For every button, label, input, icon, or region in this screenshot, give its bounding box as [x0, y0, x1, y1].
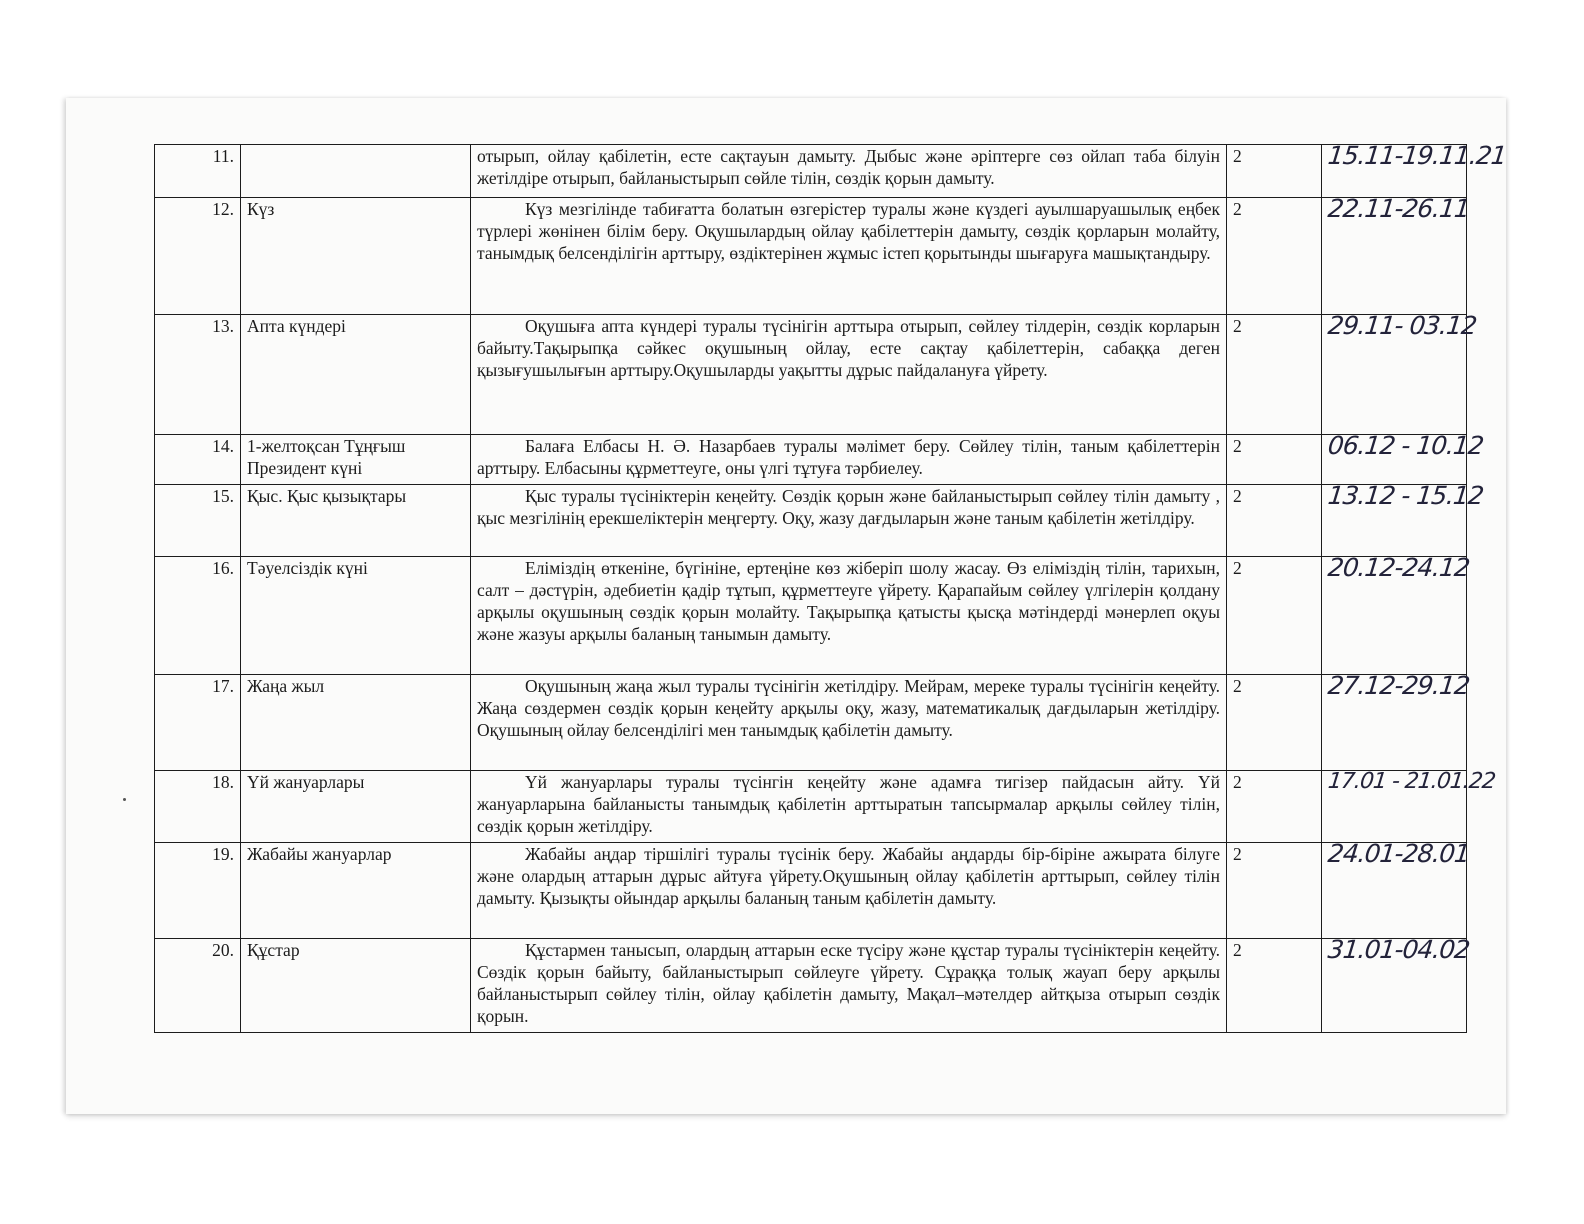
row-date: [1322, 553, 1471, 675]
row-topic: Жаңа жыл: [241, 675, 471, 771]
row-description: [471, 485, 1227, 557]
row-description: [471, 557, 1227, 675]
row-description-text: Жабайы аңдар тіршілігі туралы түсінік беру. Жабайы аңдарды бір-біріне ажырата білуге және олардың аттарын дұрыс айтуға үйрету.Оқушының ойлау қабілетін арттырып, сөйлеу тілін дамыту. Қызықты ойындар арқылы баланың таным қабілетін дамыту.: [477, 844, 1220, 908]
row-topic: Құстар: [241, 939, 471, 1033]
row-description-text: Еліміздің өткеніне, бүгініне, ертеңіне көз жіберіп шолу жасау. Өз еліміздің тілін, тарихын, салт – дәстүрін, әдебиетін қадір тұтып, құрметтеуге үйрету. Қарапайым сөйлеу үлгілерін қолдану арқылы оқушының сөздік қорын молайту. Тақырыпқа қатысты қысқа мәтіндерді мәнерлеп оқуы және жазуы арқылы баланың танымын дамыту.: [477, 558, 1220, 644]
handwritten-date: 06.12 - 10.12: [1326, 431, 1485, 460]
row-description: [471, 435, 1227, 485]
row-description: [471, 145, 1227, 198]
row-hours: 2: [1227, 485, 1322, 557]
row-date: [1322, 311, 1478, 435]
table-row: [155, 145, 1467, 198]
row-topic: Күз: [241, 198, 471, 315]
row-date: [1322, 194, 1471, 315]
table-row: [155, 675, 1467, 771]
row-description: [471, 771, 1227, 843]
table-row: [155, 198, 1467, 315]
table-row: [155, 843, 1467, 939]
handwritten-date: 15.11-19.11.21: [1326, 141, 1508, 170]
row-description: [471, 315, 1227, 435]
row-description-text: Оқушыға апта күндері туралы түсінігін арттыра отырып, сөйлеу тілдерін, сөздік корларын байыту.Тақырыпқа сәйкес оқушының ойлау, есте сақтау қабілеттерін, сабаққа деген қызығушылығын арттыру.Оқушыларды уақытты дұрыс пайдалануға үйрету.: [477, 316, 1220, 380]
row-number: 19.: [155, 843, 241, 939]
row-description-text: Күз мезгілінде табиғатта болатын өзгерістер туралы және күздегі ауылшаруашылық еңбек түрлері жөнінен білім беру. Оқушылардың ойлау қабілеттерін дамыту, сөздік қорларын молайту, танымдық белсенділігін арттыру, өздіктерінен жұмыс істеп қорытынды шығаруға машықтандыру.: [477, 199, 1220, 263]
handwritten-date: 13.12 - 15.12: [1326, 481, 1485, 510]
lesson-plan-table: [154, 141, 1508, 1033]
row-topic: Қыс. Қыс қызықтары: [241, 485, 471, 557]
handwritten-date: 24.01-28.01: [1326, 839, 1471, 868]
handwritten-date: 29.11- 03.12: [1326, 311, 1478, 340]
row-date: [1322, 431, 1485, 485]
row-description: [471, 675, 1227, 771]
handwritten-date: 17.01 - 21.01.22: [1326, 769, 1497, 794]
table-row: [155, 315, 1467, 435]
table-row: [155, 771, 1467, 843]
row-date: [1322, 671, 1471, 771]
row-hours: 2: [1227, 435, 1322, 485]
row-hours: 2: [1227, 939, 1322, 1033]
table-row: [155, 939, 1467, 1033]
row-topic: Тәуелсіздік күні: [241, 557, 471, 675]
row-hours: 2: [1227, 557, 1322, 675]
row-date: [1322, 935, 1471, 1033]
row-hours: 2: [1227, 145, 1322, 198]
row-hours: 2: [1227, 315, 1322, 435]
row-description: [471, 843, 1227, 939]
row-date: [1322, 141, 1508, 198]
row-topic: Жабайы жануарлар: [241, 843, 471, 939]
row-description-text: Қыс туралы түсініктерін кеңейту. Сөздік қорын және байланыстырып сөйлеу тілін дамыту , қыс мезгілінің ерекшеліктерін меңгерту. Оқу, жазу дағдыларын және таным қабілетін жетілдіру.: [477, 486, 1220, 528]
handwritten-date: 27.12-29.12: [1326, 671, 1471, 700]
row-description-text: Құстармен танысып, олардың аттарын еске түсіру және құстар туралы түсініктерін кеңейту. Сөздік қорын байыту, байланыстырып сөйлеуге үйрету. Сұраққа толық жауап беру арқылы байланыстырып сөйлеу тілін, ойлау қабілетін дамыту, Мақал–мәтелдер айтқыза отырып сөздік қорын.: [477, 940, 1220, 1026]
row-number: 11.: [155, 145, 241, 198]
row-description-text: Оқушының жаңа жыл туралы түсінігін жетілдіру. Мейрам, мереке туралы түсінігін кеңейту. Жаңа сөздермен сөздік қорын кеңейту арқылы оқу, жазу, математикалық дағдыларын жетілдіру. Оқушының ойлау белсенділігі мен танымдық қабілетін дамыту.: [477, 676, 1220, 740]
row-description-text: Балаға Елбасы Н. Ә. Назарбаев туралы мәлімет беру. Сөйлеу тілін, таным қабілеттерін арттыру. Елбасыны құрметтеуге, оны үлгі тұтуға тәрбиелеу.: [477, 436, 1220, 478]
row-hours: 2: [1227, 771, 1322, 843]
handwritten-date: 20.12-24.12: [1326, 553, 1471, 582]
row-description: [471, 198, 1227, 315]
row-description-text: Үй жануарлары туралы түсінгін кеңейту және адамға тигізер пайдасын айту. Үй жануарларына байланысты танымдық қабілетін арттыратын тапсырмалар арқылы сөйлеу тілін, сөздік қорын жетілдіру.: [477, 772, 1220, 836]
row-description: [471, 939, 1227, 1033]
row-number: 17.: [155, 675, 241, 771]
row-date: [1322, 481, 1485, 557]
row-date: [1322, 769, 1497, 843]
row-hours: 2: [1227, 843, 1322, 939]
row-date: [1322, 839, 1471, 939]
row-hours: 2: [1227, 198, 1322, 315]
row-hours: 2: [1227, 675, 1322, 771]
row-topic: Үй жануарлары: [241, 771, 471, 843]
row-number: 15.: [155, 485, 241, 557]
table-row: [155, 485, 1467, 557]
row-topic: [241, 145, 471, 198]
handwritten-date: 31.01-04.02: [1326, 935, 1471, 964]
table-row: [155, 435, 1467, 485]
row-topic: 1-желтоқсан Тұңғыш Президент күні: [241, 435, 471, 485]
row-number: 16.: [155, 557, 241, 675]
row-number: 14.: [155, 435, 241, 485]
row-number: 20.: [155, 939, 241, 1033]
handwritten-date: 22.11-26.11: [1326, 194, 1471, 223]
row-topic: Апта күндері: [241, 315, 471, 435]
stray-mark: [123, 798, 126, 801]
row-description-text: отырып, ойлау қабілетін, есте сақтауын дамыту. Дыбыс және әріптерге сөз ойлап таба білуін жетілдіре отырып, байланыстырып сөйле тілін, сөздік қорын дамыту.: [477, 146, 1220, 188]
row-number: 12.: [155, 198, 241, 315]
row-number: 13.: [155, 315, 241, 435]
row-number: 18.: [155, 771, 241, 843]
table-row: [155, 557, 1467, 675]
